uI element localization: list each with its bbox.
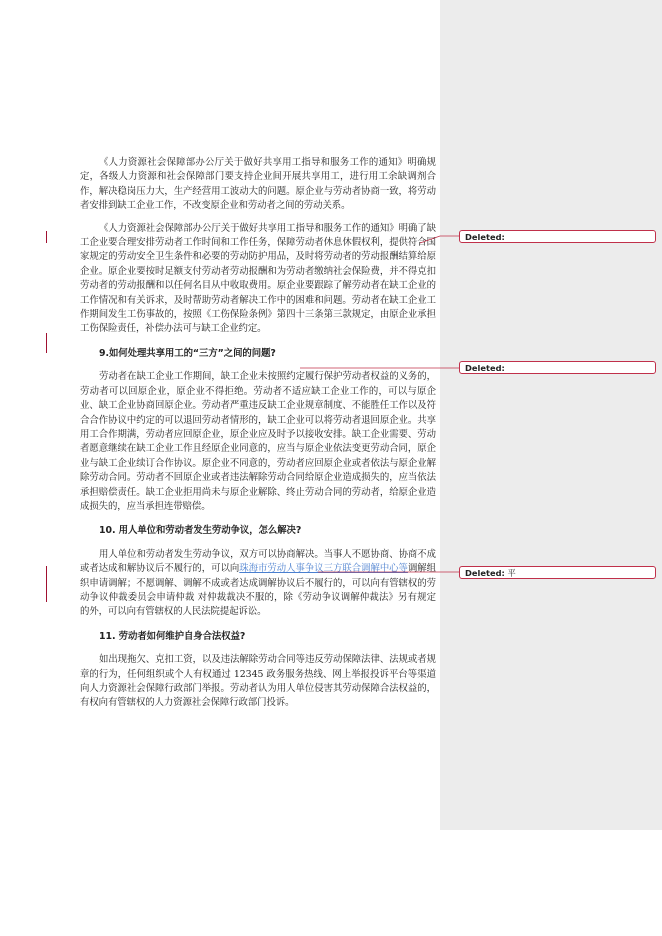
comment-text: 平 — [507, 568, 516, 578]
inserted-text-link[interactable]: 珠海市劳动人事争议三方联合调解中心等 — [239, 563, 408, 575]
comment-margin-pane — [440, 0, 662, 830]
comment-balloon[interactable] — [459, 230, 656, 243]
heading-11: 11. 劳动者如何维护自身合法权益? — [99, 630, 246, 642]
paragraph-4-text-b: 调解组织申请调解；不愿调解、调解不成或者达成调解协议后不履行的，可以向有管辖权的劳动争议仲裁委员会申请仲裁 对仲裁裁决不服的，除《劳动争议调解仲裁法》另有规定的外，可以向有管辖权的人民法院提起诉讼。 — [80, 563, 437, 618]
heading-10: 10. 用人单位和劳动者发生劳动争议，怎么解决? — [99, 525, 302, 537]
comment-balloon[interactable] — [459, 361, 656, 374]
comment-label: Deleted: — [465, 232, 505, 242]
comment-balloon[interactable] — [459, 566, 656, 579]
comment-label: Deleted: — [465, 363, 505, 373]
document-body[interactable] — [80, 156, 436, 711]
paragraph-2: 《人力资源社会保障部办公厅关于做好共享用工指导和服务工作的通知》明确了缺工企业要合理安排劳动者工作时间和工作任务，保障劳动者休息休假权利，提供符合国家规定的劳动安全卫生条件和必要的劳动防护用品，及时将劳动者的劳动报酬结算给原企业。原企业要按时足额支付劳动者劳动报酬和为劳动者缴纳社会保险费，并不得克扣劳动者的劳动报酬和以任何名目从中收取费用。原企业要跟踪了解劳动者在缺工企业的工作情况和有关诉求，及时帮助劳动者解决工作中的困难和问题。劳动者在缺工企业工作期间发生工伤事故的，按照《工伤保险条例》第四十三条第三款规定，由原企业承担工伤保险责任，补偿办法可与缺工企业约定。 — [80, 222, 436, 335]
paragraph-4-text-a: 用人单位和劳动者发生劳动争议，双方可以协商解决。当事人不愿协商、协商不成或者达成和解协议后不履行的，可以向 — [80, 548, 436, 575]
change-bar — [46, 333, 47, 353]
heading-9: 9.如何处理共享用工的“三方”之间的问题? — [99, 347, 276, 359]
paragraph-4 — [80, 548, 436, 620]
change-bar — [46, 231, 47, 243]
paragraph-5: 如出现拖欠、克扣工资，以及违法解除劳动合同等违反劳动保障法律、法规或者规章的行为，任何组织或个人有权通过 12345 政务服务热线、网上举报投诉平台等渠道向人力资源社会保障行政部门举报。劳动者认为用人单位侵害其劳动保障合法权益的，有权向有管辖权的人力资源社会保障行政部门投诉。 — [80, 654, 436, 709]
change-bar — [46, 566, 47, 602]
paragraph-3: 劳动者在缺工企业工作期间，缺工企业未按照约定履行保护劳动者权益的义务的，劳动者可以回原企业，原企业不得拒绝。劳动者不适应缺工企业工作的，可以与原企业、缺工企业协商回原企业。劳动者严重违反缺工企业规章制度、不能胜任工作以及符合合作协议中约定的可以退回劳动者情形的，缺工企业可以将劳动者退回原企业。共享用工合作期满，劳动者应回原企业，原企业应及时予以接收安排。缺工企业需要、劳动者愿意继续在缺工企业工作且经原企业同意的，应当与原企业依法变更劳动合同，原企业与缺工企业续订合作协议。原企业不同意的，劳动者应回原企业或者依法与原企业解除劳动合同。劳动者不回原企业或者违法解除劳动合同给原企业造成损失的，应当依法承担赔偿责任。缺工企业拒用尚未与原企业解除、终止劳动合同的劳动者，给原企业造成损失的，应当承担连带赔偿。 — [80, 371, 436, 512]
paragraph-1: 《人力资源社会保障部办公厅关于做好共享用工指导和服务工作的通知》明确规定，各级人力资源和社会保障部门要支持企业间开展共享用工，进行用工余缺调剂合作，解决稳岗压力大，生产经营用工波动大的问题。原企业与劳动者协商一致，将劳动者安排到缺工企业工作，不改变原企业和劳动者之间的劳动关系。 — [80, 157, 436, 212]
comment-label: Deleted: — [465, 568, 505, 578]
